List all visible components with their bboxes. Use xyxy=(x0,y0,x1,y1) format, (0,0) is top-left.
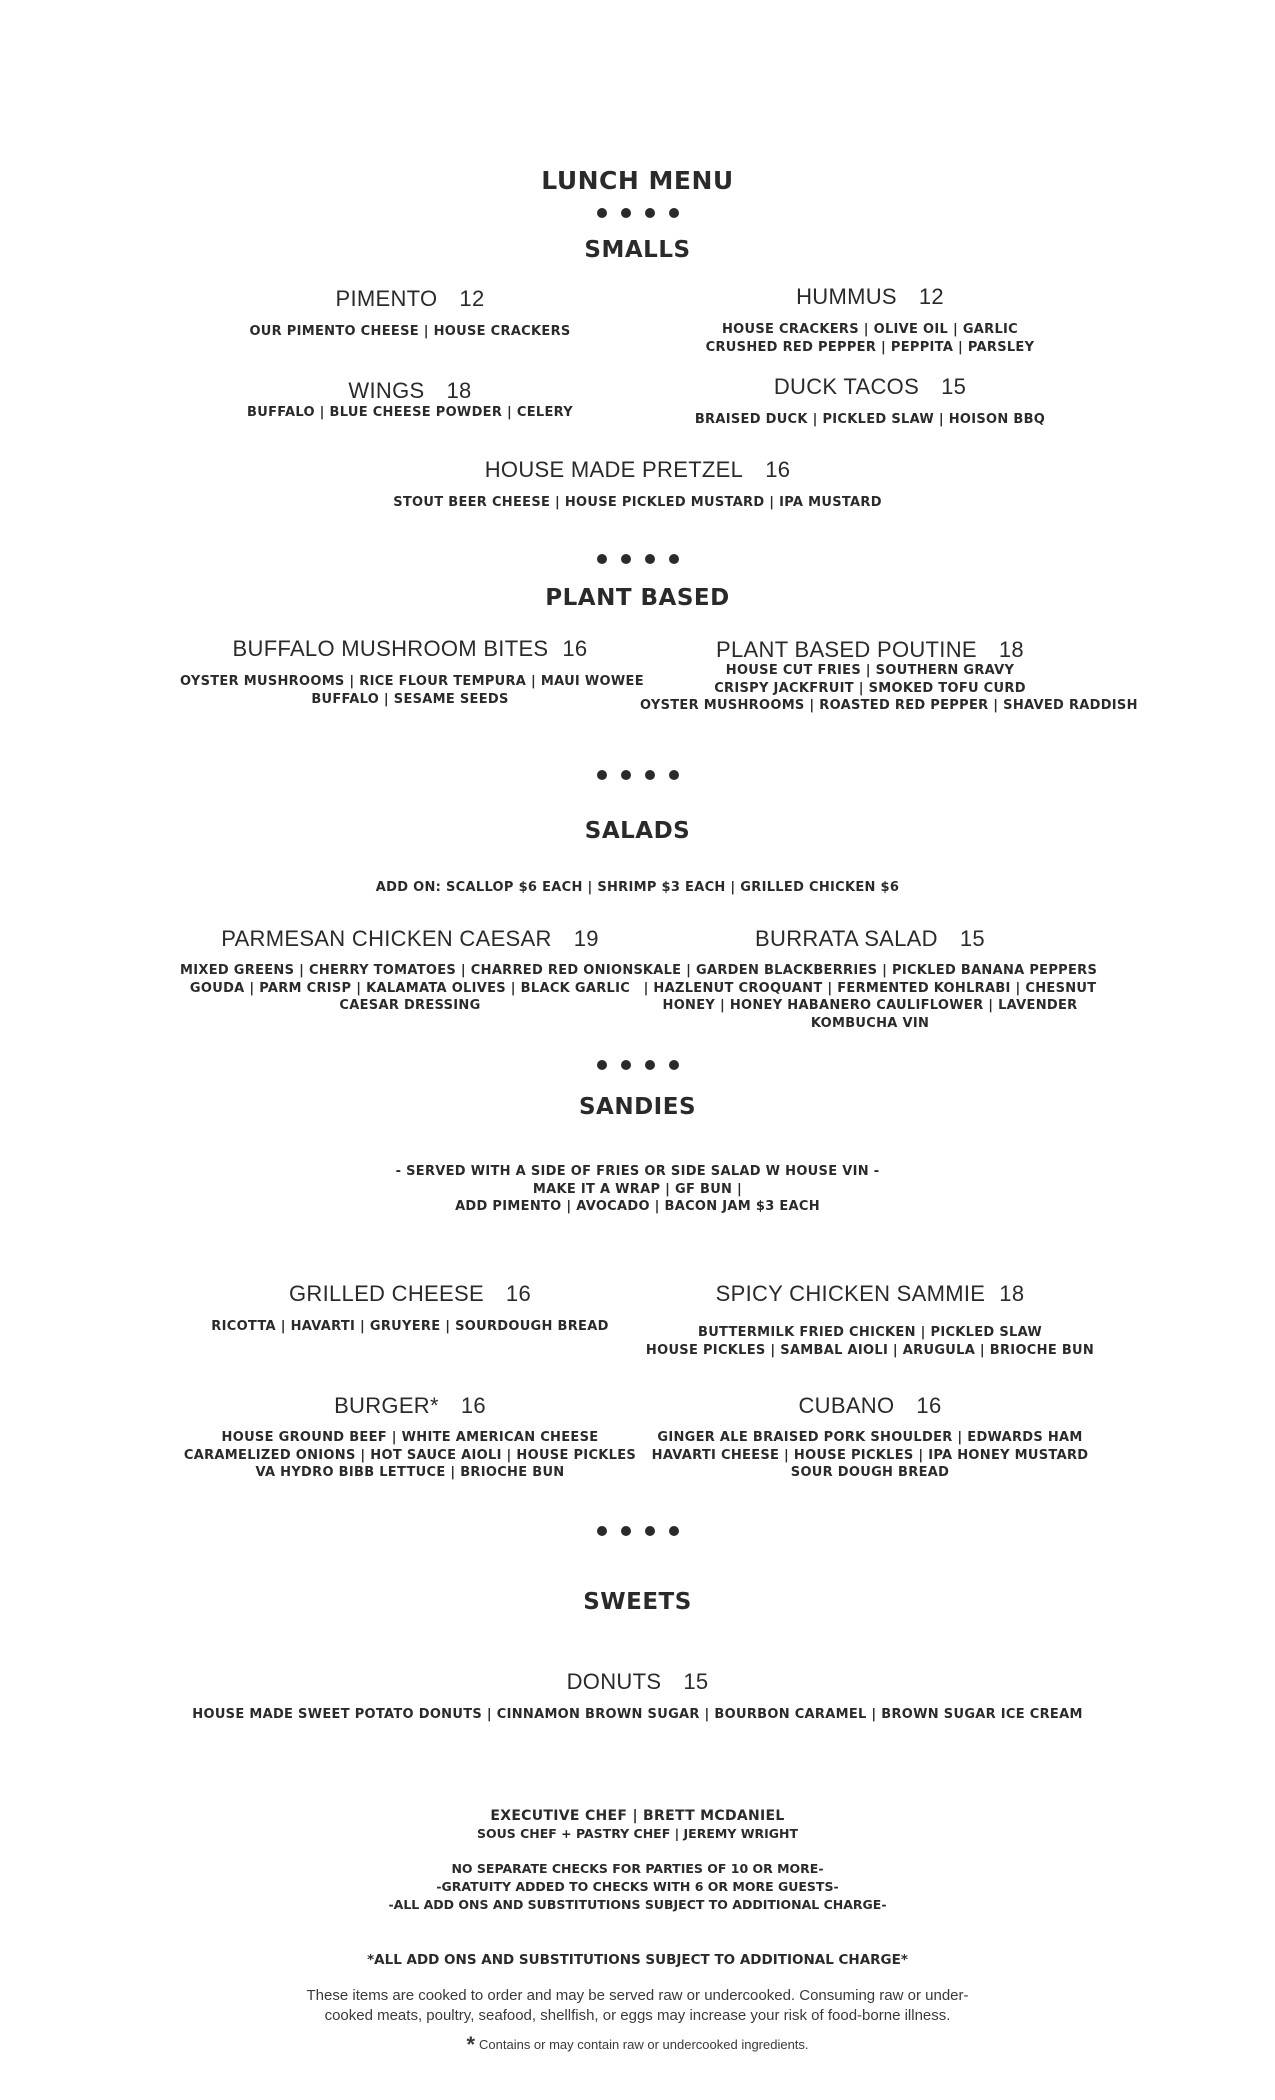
policy-line: -ALL ADD ONS AND SUBSTITUTIONS SUBJECT TO ADDITIONAL CHARGE- xyxy=(388,1897,887,1912)
item-description: OUR PIMENTO CHEESE | HOUSE CRACKERS xyxy=(249,324,571,339)
policy-notes xyxy=(0,1860,1275,1914)
item-description: BUFFALO | BLUE CHEESE POWDER | CELERY xyxy=(247,405,573,420)
disclaimer-line: These items are cooked to order and may be served raw or undercooked. Consuming raw or under- xyxy=(306,1987,969,2004)
item-name: WINGS xyxy=(348,378,425,403)
desc-line: OYSTER MUSHROOMS | RICE FLOUR TEMPURA | MAUI WOWEE xyxy=(180,674,644,689)
item-description xyxy=(180,962,644,1015)
desc-line: KALE | GARDEN BLACKBERRIES | PICKLED BANANA PEPPERS xyxy=(642,963,1098,978)
salad-add-on-note: ADD ON: SCALLOP $6 EACH | SHRIMP $3 EACH | GRILLED CHICKEN $6 xyxy=(375,880,900,895)
item-description: STOUT BEER CHEESE | HOUSE PICKLED MUSTARD | IPA MUSTARD xyxy=(393,495,882,510)
item-price: 15 xyxy=(959,926,985,951)
desc-line: HOUSE PICKLES | SAMBAL AIOLI | ARUGULA | BRIOCHE BUN xyxy=(645,1342,1095,1358)
menu-item-spicy-chicken-sammie xyxy=(640,1281,1100,1307)
item-price: 15 xyxy=(941,374,967,399)
item-price: 18 xyxy=(446,378,472,403)
sandies-notes xyxy=(0,1163,1275,1216)
item-price: 12 xyxy=(918,284,944,309)
raw-food-disclaimer xyxy=(0,1986,1275,2026)
section-divider xyxy=(0,554,1275,564)
item-name: BUFFALO MUSHROOM BITES xyxy=(232,636,549,661)
item-description: HOUSE MADE SWEET POTATO DONUTS | CINNAMON BROWN SUGAR | BOURBON CARAMEL | BROWN SUGAR ICE CREAM xyxy=(192,1707,1083,1722)
desc-line: HAVARTI CHEESE | HOUSE PICKLES | IPA HONEY MUSTARD xyxy=(651,1447,1089,1463)
item-price: 16 xyxy=(460,1393,486,1418)
item-price: 16 xyxy=(562,636,588,661)
desc-line: BUTTERMILK FRIED CHICKEN | PICKLED SLAW xyxy=(697,1325,1043,1340)
desc-line: HOUSE CUT FRIES | SOUTHERN GRAVY xyxy=(725,663,1015,678)
item-price: 16 xyxy=(765,457,791,482)
item-price: 12 xyxy=(459,286,485,311)
desc-line: CRUSHED RED PEPPER | PEPPITA | PARSLEY xyxy=(705,339,1035,355)
menu-item-grilled-cheese xyxy=(180,1281,640,1307)
section-title-salads: SALADS xyxy=(584,818,691,844)
item-name: BURGER* xyxy=(334,1393,439,1418)
menu-item-cubano xyxy=(640,1393,1100,1419)
menu-item-donuts xyxy=(0,1669,1275,1695)
sous-chef: SOUS CHEF + PASTRY CHEF | JEREMY WRIGHT xyxy=(476,1826,799,1841)
menu-item-plant-based-poutine xyxy=(640,637,1100,663)
desc-line: BUFFALO | SESAME SEEDS xyxy=(311,691,509,707)
item-price: 15 xyxy=(683,1669,709,1694)
section-title-plant-based: PLANT BASED xyxy=(545,585,730,611)
item-name: GRILLED CHEESE xyxy=(288,1281,484,1306)
item-name: PLANT BASED POUTINE xyxy=(716,637,977,662)
menu-item-duck-tacos xyxy=(640,374,1100,400)
item-description xyxy=(640,962,1100,1032)
asterisk-icon: * xyxy=(466,2032,476,2057)
item-description xyxy=(180,673,644,708)
item-price: 18 xyxy=(998,637,1024,662)
menu-item-hummus xyxy=(640,284,1100,310)
item-price: 19 xyxy=(573,926,599,951)
item-price: 18 xyxy=(999,1281,1025,1306)
menu-item-pimento xyxy=(180,286,640,312)
item-description xyxy=(180,1429,640,1482)
item-description xyxy=(640,1324,1100,1359)
desc-line: CARAMELIZED ONIONS | HOT SAUCE AIOLI | HOUSE PICKLES xyxy=(183,1447,637,1463)
page-title: LUNCH MENU xyxy=(541,166,734,195)
desc-line: HOUSE CRACKERS | OLIVE OIL | GARLIC xyxy=(721,322,1019,337)
section-title-smalls: SMALLS xyxy=(584,237,691,263)
item-name: DONUTS xyxy=(566,1669,662,1694)
item-name: HOUSE MADE PRETZEL xyxy=(484,457,744,482)
raw-ingredients-note xyxy=(0,2032,1275,2058)
section-divider xyxy=(0,770,1275,780)
desc-line: CRISPY JACKFRUIT | SMOKED TOFU CURD xyxy=(714,680,1026,696)
section-divider xyxy=(0,208,1275,218)
menu-item-buffalo-mushroom-bites xyxy=(180,636,640,662)
desc-line: KOMBUCHA VIN xyxy=(810,1015,930,1031)
section-divider xyxy=(0,1060,1275,1070)
desc-line: CAESAR DRESSING xyxy=(339,998,481,1013)
section-title-sweets: SWEETS xyxy=(583,1589,692,1615)
item-name: SPICY CHICKEN SAMMIE xyxy=(715,1281,986,1306)
menu-item-parmesan-chicken-caesar xyxy=(180,926,640,952)
item-name: HUMMUS xyxy=(796,284,897,309)
policy-line: -GRATUITY ADDED TO CHECKS WITH 6 OR MORE GUESTS- xyxy=(436,1879,839,1894)
desc-line: MAKE IT A WRAP | GF BUN | xyxy=(532,1181,743,1197)
desc-line: VA HYDRO BIBB LETTUCE | BRIOCHE BUN xyxy=(255,1465,565,1480)
desc-line: | HAZLENUT CROQUANT | FERMENTED KOHLRABI | CHESNUT xyxy=(643,980,1097,996)
item-name: CUBANO xyxy=(798,1393,895,1418)
menu-item-pretzel xyxy=(0,457,1275,483)
item-name: BURRATA SALAD xyxy=(755,926,938,951)
item-description: RICOTTA | HAVARTI | GRUYERE | SOURDOUGH BREAD xyxy=(211,1319,609,1334)
menu-item-burger xyxy=(180,1393,640,1419)
item-name: PIMENTO xyxy=(335,286,438,311)
item-description xyxy=(640,662,1138,715)
desc-line: OYSTER MUSHROOMS | ROASTED RED PEPPER | SHAVED RADDISH xyxy=(640,698,1138,713)
raw-note-text: Contains or may contain raw or undercooked ingredients. xyxy=(479,2037,809,2052)
desc-line: ADD PIMENTO | AVOCADO | BACON JAM $3 EACH xyxy=(455,1199,820,1214)
disclaimer-line: cooked meats, poultry, seafood, shellfish, or eggs may increase your risk of food-borne illness. xyxy=(324,2007,951,2024)
menu-item-wings xyxy=(180,378,640,404)
item-name: PARMESAN CHICKEN CAESAR xyxy=(221,926,552,951)
desc-line: MIXED GREENS | CHERRY TOMATOES | CHARRED RED ONIONS xyxy=(180,963,644,978)
desc-line: - SERVED WITH A SIDE OF FRIES OR SIDE SALAD W HOUSE VIN - xyxy=(395,1164,880,1179)
desc-line: GOUDA | PARM CRISP | KALAMATA OLIVES | BLACK GARLIC xyxy=(189,980,631,996)
section-title-sandies: SANDIES xyxy=(578,1094,697,1120)
item-price: 16 xyxy=(505,1281,531,1306)
desc-line: GINGER ALE BRAISED PORK SHOULDER | EDWARDS HAM xyxy=(657,1430,1083,1445)
menu-item-burrata-salad xyxy=(640,926,1100,952)
desc-line: SOUR DOUGH BREAD xyxy=(790,1465,950,1480)
item-name: DUCK TACOS xyxy=(773,374,920,399)
section-divider xyxy=(0,1526,1275,1536)
policy-line: NO SEPARATE CHECKS FOR PARTIES OF 10 OR MORE- xyxy=(451,1861,824,1876)
item-description xyxy=(640,321,1100,356)
desc-line: HOUSE GROUND BEEF | WHITE AMERICAN CHEESE xyxy=(221,1430,599,1445)
item-description: BRAISED DUCK | PICKLED SLAW | HOISON BBQ xyxy=(694,412,1046,427)
executive-chef: EXECUTIVE CHEF | BRETT MCDANIEL xyxy=(490,1808,785,1824)
item-description xyxy=(640,1429,1100,1482)
add-on-charge-note: *ALL ADD ONS AND SUBSTITUTIONS SUBJECT TO ADDITIONAL CHARGE* xyxy=(367,1952,908,1968)
desc-line: HONEY | HONEY HABANERO CAULIFLOWER | LAVENDER xyxy=(662,998,1078,1013)
item-price: 16 xyxy=(916,1393,942,1418)
